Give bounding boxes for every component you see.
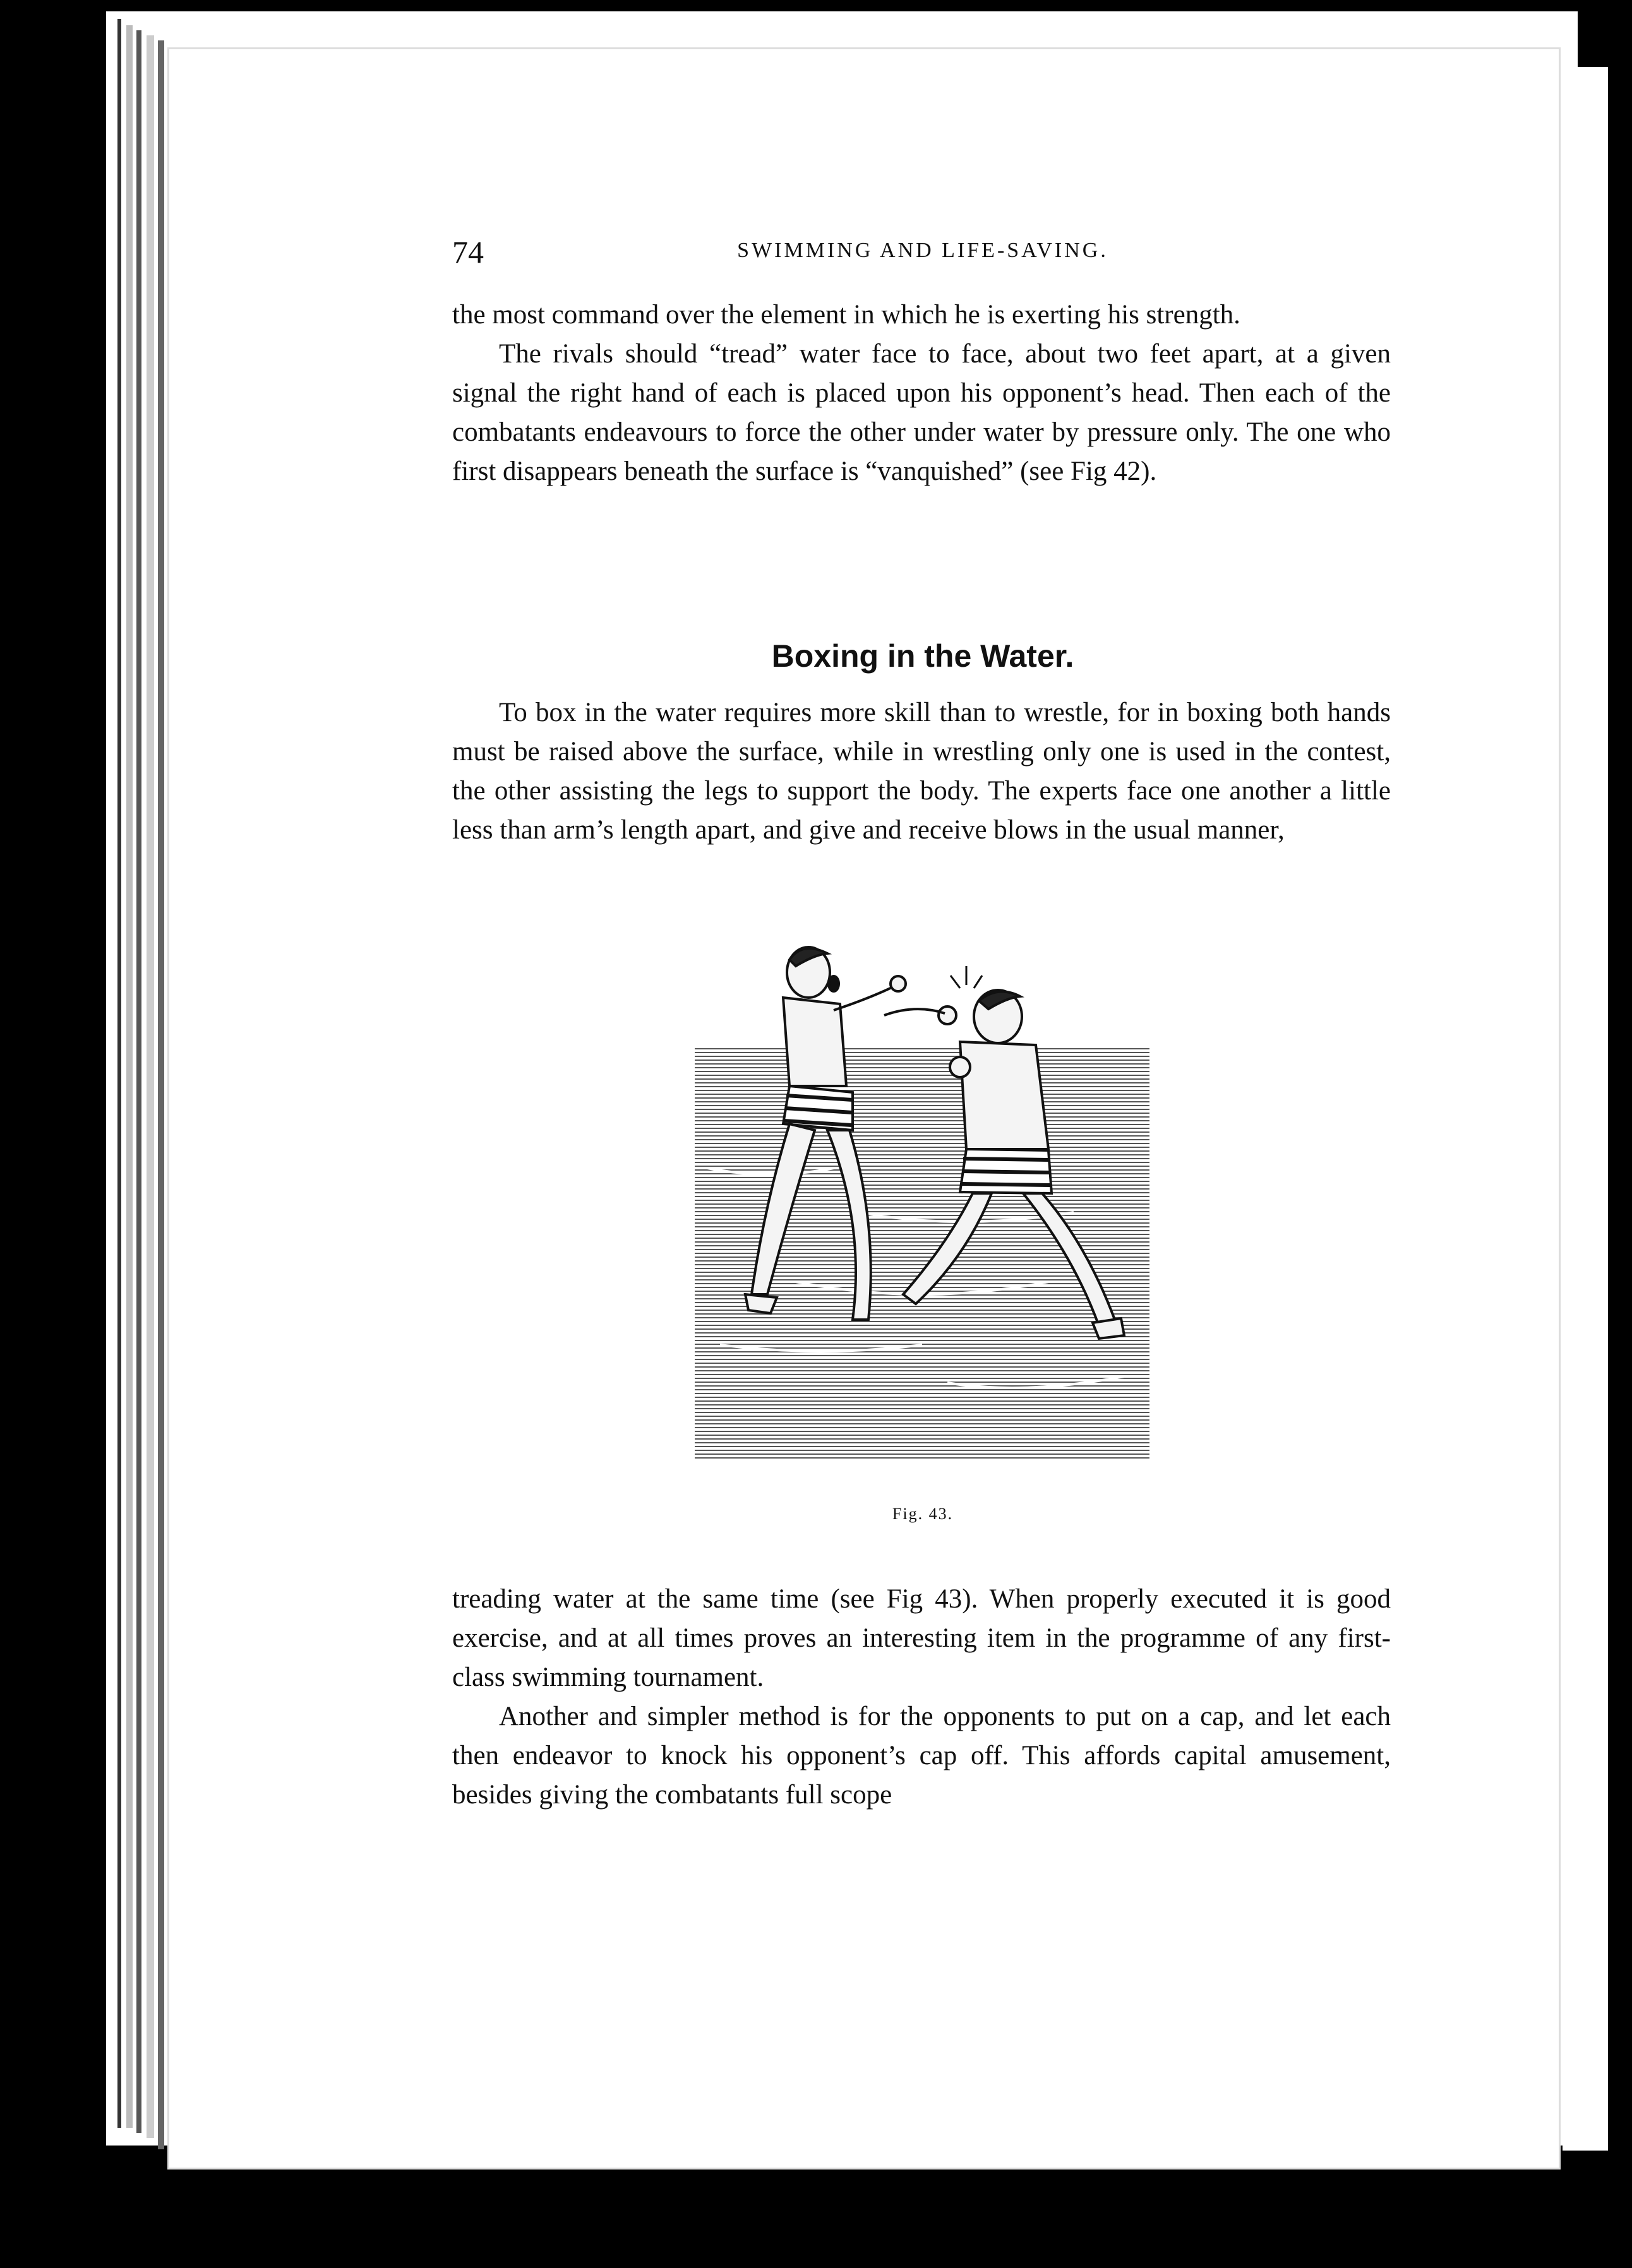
section-heading: Boxing in the Water.	[771, 638, 1074, 674]
paragraph-cap-method: Another and simpler method is for the opponents to put on a cap, and let each then endeavor to knock his opponent’s cap off. This affords capital amusement, besides giving the combatants full scope	[452, 1702, 1391, 1810]
impact-marks	[951, 966, 982, 988]
paragraph-treading-contest: The rivals should “tread” water face to face, about two feet apart, at a given signal the right hand of each is placed upon his opponent’s head. Then each of the combatants endeavours to force the other under water by pressure only. The one who first disappears beneath the surface is “vanquished” (see Fig 42).	[452, 339, 1391, 486]
paragraph-continuation: the most command over the element in which he is exerting his strength.	[452, 300, 1240, 330]
bottom-text-block	[452, 1580, 1391, 1815]
paragraph-boxing-intro: To box in the water requires more skill than to wrestle, for in boxing both hands must be raised above the surface, while in wrestling only one is used in the contest, the other assisting the legs to support the body. The experts face one another a little less than arm’s length apart, and give and receive blows in the usual manner,	[452, 698, 1391, 845]
paragraph-treading-water: treading water at the same time (see Fig 43). When properly executed it is good exercise, and at all times proves an interesting item in the programme of any first-class swimming tournament.	[452, 1584, 1391, 1692]
boxing-illustration	[695, 941, 1149, 1471]
figure-caption: Fig. 43.	[892, 1505, 954, 1523]
next-page-edge	[1563, 67, 1608, 2151]
page-number: 74	[452, 234, 484, 270]
boxing-intro-block	[452, 693, 1391, 850]
page-header	[452, 234, 1393, 272]
running-title: SWIMMING AND LIFE-SAVING.	[737, 239, 1108, 262]
top-text-block	[452, 295, 1391, 491]
